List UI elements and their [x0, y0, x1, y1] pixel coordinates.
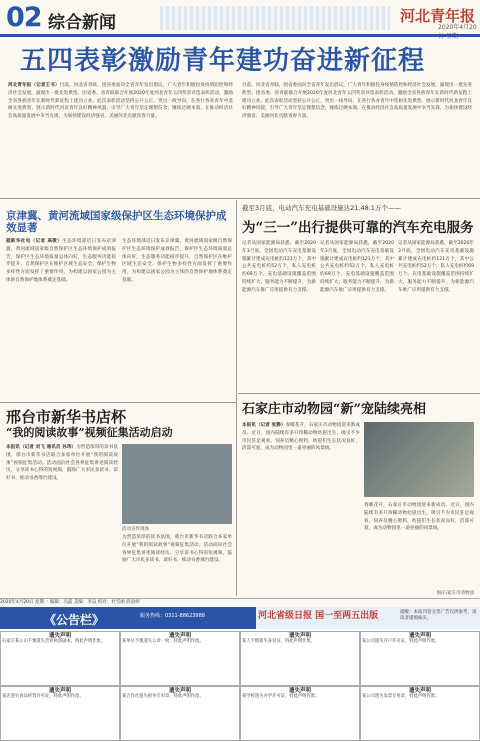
divider: [0, 198, 480, 199]
article-left1-body: [6, 238, 116, 398]
ads-title: 《公告栏》: [44, 613, 105, 627]
event-photo: [122, 444, 232, 524]
notice-title: 遗失声明: [48, 633, 71, 639]
notice-text: 某公司遗失发票专用章，特此声明作废。: [362, 694, 440, 699]
article-right2-headline: 石家庄市动物园“新”宠陆续亮相: [242, 402, 426, 417]
notice-text: 某公司遗失开户许可证，特此声明作废。: [362, 639, 440, 644]
article-left2-byline: 本报讯（记者 刘飞 通讯员 孙玮）: [6, 445, 77, 450]
classified-ads: [0, 607, 480, 742]
article-left2-headline: 邢台市新华书店杯: [6, 408, 127, 426]
notice-title: 遗失声明: [168, 633, 191, 639]
notice-title: 遗失声明: [48, 688, 71, 694]
article-right1-body-3: [398, 240, 474, 390]
lead-text-continued: 目前，河北省青联、团省委面向全省青年发出倡议，广大青年积极投身疫情防控和经济社会发展，涌现出一批先进典型。团省委、省青联联合开展2020年度河北青年五四奖章评选表彰活动，激励全省各族青年在新时代新征程上建功立业。此次表彰活动坚持公开公正，突出一线导向，在各行各业青年中选树先进典型，展示新时代河北青年良好精神风貌，引导广大青年坚定理想信念，锤炼过硬本领，在推动经济社会高质量发展中争当先锋，为加快建设经济强省、美丽河北贡献青春力量。: [242, 83, 472, 120]
notice-text: 石家庄某公司不慎遗失营业执照副本，特此声明作废。: [2, 639, 106, 644]
notice-text: 某店遗失食品经营许可证，特此声明作废。: [2, 694, 84, 699]
article-right1-text: 记者从国家能源局获悉，截至2020年3月底，全国电动汽车充电基础设施累计建成充电桩约121万个，其中公共充电桩约52万个，私人充电桩约69万个。充电基础设施覆盖范围持续扩大，服务能力不断提升，为新能源汽车推广应用提供有力支撑。: [242, 241, 316, 293]
ads-right-note: 提醒：本报刊登分类广告仅供参考，请读者谨慎核实。: [400, 610, 477, 621]
event-photo-caption: 活动宣传现场: [122, 527, 149, 532]
masthead-banner: [160, 6, 390, 30]
article-right2-body-2: [364, 502, 474, 590]
article-right2-text: 春暖花开，石家庄市动物园迎来新成员。近日，园内陆续有多只珍稀动物幼崽出生，吸引不少市民驻足观看。饲养员精心照料，幼崽们生长状况良好，活泼可爱，成为动物园里一道亮丽的风景线。: [242, 423, 360, 452]
notice-item: [240, 631, 360, 686]
article-right1-text-2: 记者从国家能源局获悉，截至2020年3月底，全国电动汽车充电基础设施累计建成充电桩约121万个，其中公共充电桩约52万个，私人充电桩约69万个。充电基础设施覆盖范围持续扩大，服务能力不断提升，为新能源汽车推广应用提供有力支撑。: [320, 241, 394, 293]
notice-item: [360, 631, 480, 686]
notice-item: [240, 686, 360, 741]
notice-title: 遗失声明: [288, 633, 311, 639]
article-right1-headline: 为“三一”出行提供可靠的汽车充电服务: [242, 220, 474, 236]
article-left2-headline2: “我的阅读故事”视频征集活动启动: [6, 426, 173, 439]
section-title: 综合新闻: [48, 13, 116, 33]
article-right1-body: [242, 240, 316, 390]
divider: [238, 393, 480, 394]
notice-text: 某合作社遗失财务专用章，特此声明作废。: [122, 694, 204, 699]
notice-text: 某单位不慎遗失公章一枚，特此声明作废。: [122, 639, 204, 644]
article-right2-body: [242, 422, 360, 592]
notice-title: 遗失声明: [168, 688, 191, 694]
article-left1-text: 生态环境部近日发布京津冀、黄河流域国家级自然保护区生态环境保护成效报告，保护区生态环境质量总体向好，生态服务功能稳步提升，自然保护区在维护区域生态安全、保护生物多样性方面发挥了重要作用，为构建以国家公园为主体的自然保护地体系奠定基础。: [6, 239, 116, 283]
animal-photo: [364, 422, 474, 497]
notice-item: [0, 686, 120, 741]
lead-text: 目前，河北省青联、团省委面向全省青年发出倡议，广大青年积极投身疫情防控和经济社会发展，涌现出一批先进典型。团省委、省青联联合开展2020年度河北青年五四奖章评选表彰活动，激励全省各族青年在新时代新征程上建功立业。此次表彰活动坚持公开公正，突出一线导向，在各行各业青年中选树先进典型，展示新时代河北青年良好精神风貌，引导广大青年坚定理想信念，锤炼过硬本领，在推动经济社会高质量发展中争当先锋，为加快建设经济强省、美丽河北贡献青春力量。: [8, 83, 233, 120]
article-left2-body: [6, 444, 118, 594]
notice-title: 遗失声明: [408, 633, 431, 639]
footer-text: 2020年4月20日 星期一 编辑：冯磊 美编：李奋 校对：杜雪丽 段雨婷: [0, 600, 140, 605]
notice-item: [120, 686, 240, 741]
ads-subtitle: 服务热线：0311-88623988: [140, 613, 205, 619]
ads-right-title: 河北省级日报 国一至两五出版: [258, 611, 379, 621]
article-left2-text-2: 为营造浓厚的读书氛围，邢台市新华书店联合多家单位开展“我的阅读故事”视频征集活动。活动面向社会各界征集讲述阅读经历、分享读书心得的短视频，鼓励广大市民多读书、读好书，推动书香邢台建设。: [122, 535, 232, 564]
article-left1-byline: 据新华社电（记者 高敬）: [6, 239, 63, 244]
animal-photo-caption: 图/石家庄市动物园: [436, 591, 474, 596]
notice-text: 某人不慎遗失身份证，特此声明作废。: [242, 639, 316, 644]
article-left1-headline: 京津冀、黄河流域国家级保护区生态环境保护成效显著: [6, 210, 227, 234]
lead-byline: 河北青年报（记者王书）: [8, 83, 60, 88]
notice-item: [120, 631, 240, 686]
article-left1-text-continued: 生态环境部近日发布京津冀、黄河流域国家级自然保护区生态环境保护成效报告，保护区生态环境质量总体向好，生态服务功能稳步提升，自然保护区在维护区域生态安全、保护生物多样性方面发挥了重要作用，为构建以国家公园为主体的自然保护地体系奠定基础。: [122, 239, 232, 283]
article-left2-body-2: [122, 534, 232, 594]
divider: [0, 402, 236, 403]
notice-title: 遗失声明: [288, 688, 311, 694]
article-left2-text: 为营造浓厚的读书氛围，邢台市新华书店联合多家单位开展“我的阅读故事”视频征集活动。活动面向社会各界征集讲述阅读经历、分享读书心得的短视频，鼓励广大市民多读书、读好书，推动书香邢台建设。: [6, 445, 118, 482]
lead-headline: 五四表彰激励青年建功奋进新征程: [20, 46, 426, 76]
lead-body: [8, 82, 233, 190]
newspaper-logo: 河北青年报: [400, 7, 476, 25]
article-right1-body-2: [320, 240, 394, 390]
article-right2-byline: 本报讯（记者 张静）: [242, 423, 286, 428]
page-number: 02: [6, 2, 42, 33]
notice-item: [360, 686, 480, 741]
column-divider: [236, 200, 237, 596]
lead-body-continued: [242, 82, 472, 190]
notice-text: 某学校遗失办学许可证，特此声明作废。: [242, 694, 320, 699]
article-left1-body-continued: [122, 238, 232, 398]
edition-info: 2020年4月20日 星期一: [438, 24, 477, 40]
notice-title: 遗失声明: [408, 688, 431, 694]
article-right2-text-2: 春暖花开，石家庄市动物园迎来新成员。近日，园内陆续有多只珍稀动物幼崽出生，吸引不少市民驻足观看。饲养员精心照料，幼崽们生长状况良好，活泼可爱，成为动物园里一道亮丽的风景线。: [364, 503, 474, 532]
article-right1-text-3: 记者从国家能源局获悉，截至2020年3月底，全国电动汽车充电基础设施累计建成充电桩约121万个，其中公共充电桩约52万个，私人充电桩约69万个。充电基础设施覆盖范围持续扩大，服务能力不断提升，为新能源汽车推广应用提供有力支撑。: [398, 241, 474, 293]
article-right1-kicker: 截至3月底，电动汽车充电基础设施达21.48.1万个——: [242, 204, 401, 212]
page-footer: [0, 598, 480, 607]
notice-item: [0, 631, 120, 686]
